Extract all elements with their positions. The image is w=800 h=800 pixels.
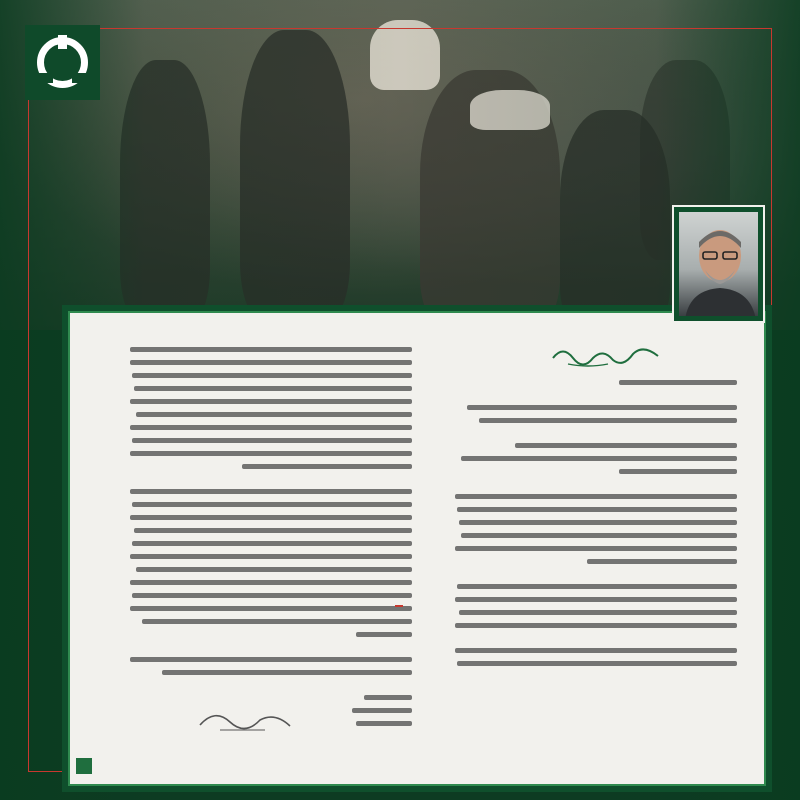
text-line (356, 721, 412, 726)
paragraph-gap (455, 393, 737, 405)
paragraph-gap (455, 636, 737, 648)
circular-emblem-logo (25, 25, 100, 100)
text-line (457, 584, 737, 589)
text-line (130, 425, 412, 430)
letter-right-column (455, 380, 737, 674)
text-line (619, 380, 737, 385)
text-line (479, 418, 737, 423)
paragraph-gap (130, 683, 412, 695)
text-line (619, 469, 737, 474)
corner-square (76, 758, 92, 774)
text-line (134, 386, 412, 391)
text-line (352, 708, 412, 713)
text-line (130, 606, 412, 611)
signature-mark (195, 700, 295, 740)
text-line (515, 443, 737, 448)
letter-left-column (130, 347, 412, 734)
paragraph-gap (130, 645, 412, 657)
text-line (242, 464, 412, 469)
text-line (162, 670, 412, 675)
text-line (459, 610, 737, 615)
text-line (130, 360, 412, 365)
text-line (467, 405, 737, 410)
text-line (364, 695, 412, 700)
text-line (130, 399, 412, 404)
paragraph-gap (455, 482, 737, 494)
text-line (130, 451, 412, 456)
text-line (136, 412, 412, 417)
text-line (455, 648, 737, 653)
text-line (132, 438, 412, 443)
text-line (132, 373, 412, 378)
text-line (459, 520, 737, 525)
text-line (142, 619, 412, 624)
speaker-portrait (672, 205, 765, 323)
text-line (457, 661, 737, 666)
paragraph-gap (455, 431, 737, 443)
paragraph-gap (455, 572, 737, 584)
text-line (130, 657, 412, 662)
text-line (132, 502, 412, 507)
red-dash-mark (395, 605, 403, 607)
text-line (136, 567, 412, 572)
bismillah-calligraphy (548, 340, 666, 370)
text-line (455, 546, 737, 551)
text-line (130, 347, 412, 352)
paragraph-gap (130, 477, 412, 489)
portrait-image (679, 212, 758, 316)
text-line (455, 494, 737, 499)
text-line (132, 541, 412, 546)
text-line (132, 593, 412, 598)
text-line (457, 507, 737, 512)
text-line (130, 489, 412, 494)
text-line (461, 533, 737, 538)
text-line (130, 515, 412, 520)
text-line (134, 528, 412, 533)
text-line (587, 559, 737, 564)
text-line (455, 623, 737, 628)
text-line (356, 632, 412, 637)
text-line (130, 580, 412, 585)
text-line (130, 554, 412, 559)
text-line (455, 597, 737, 602)
text-line (461, 456, 737, 461)
